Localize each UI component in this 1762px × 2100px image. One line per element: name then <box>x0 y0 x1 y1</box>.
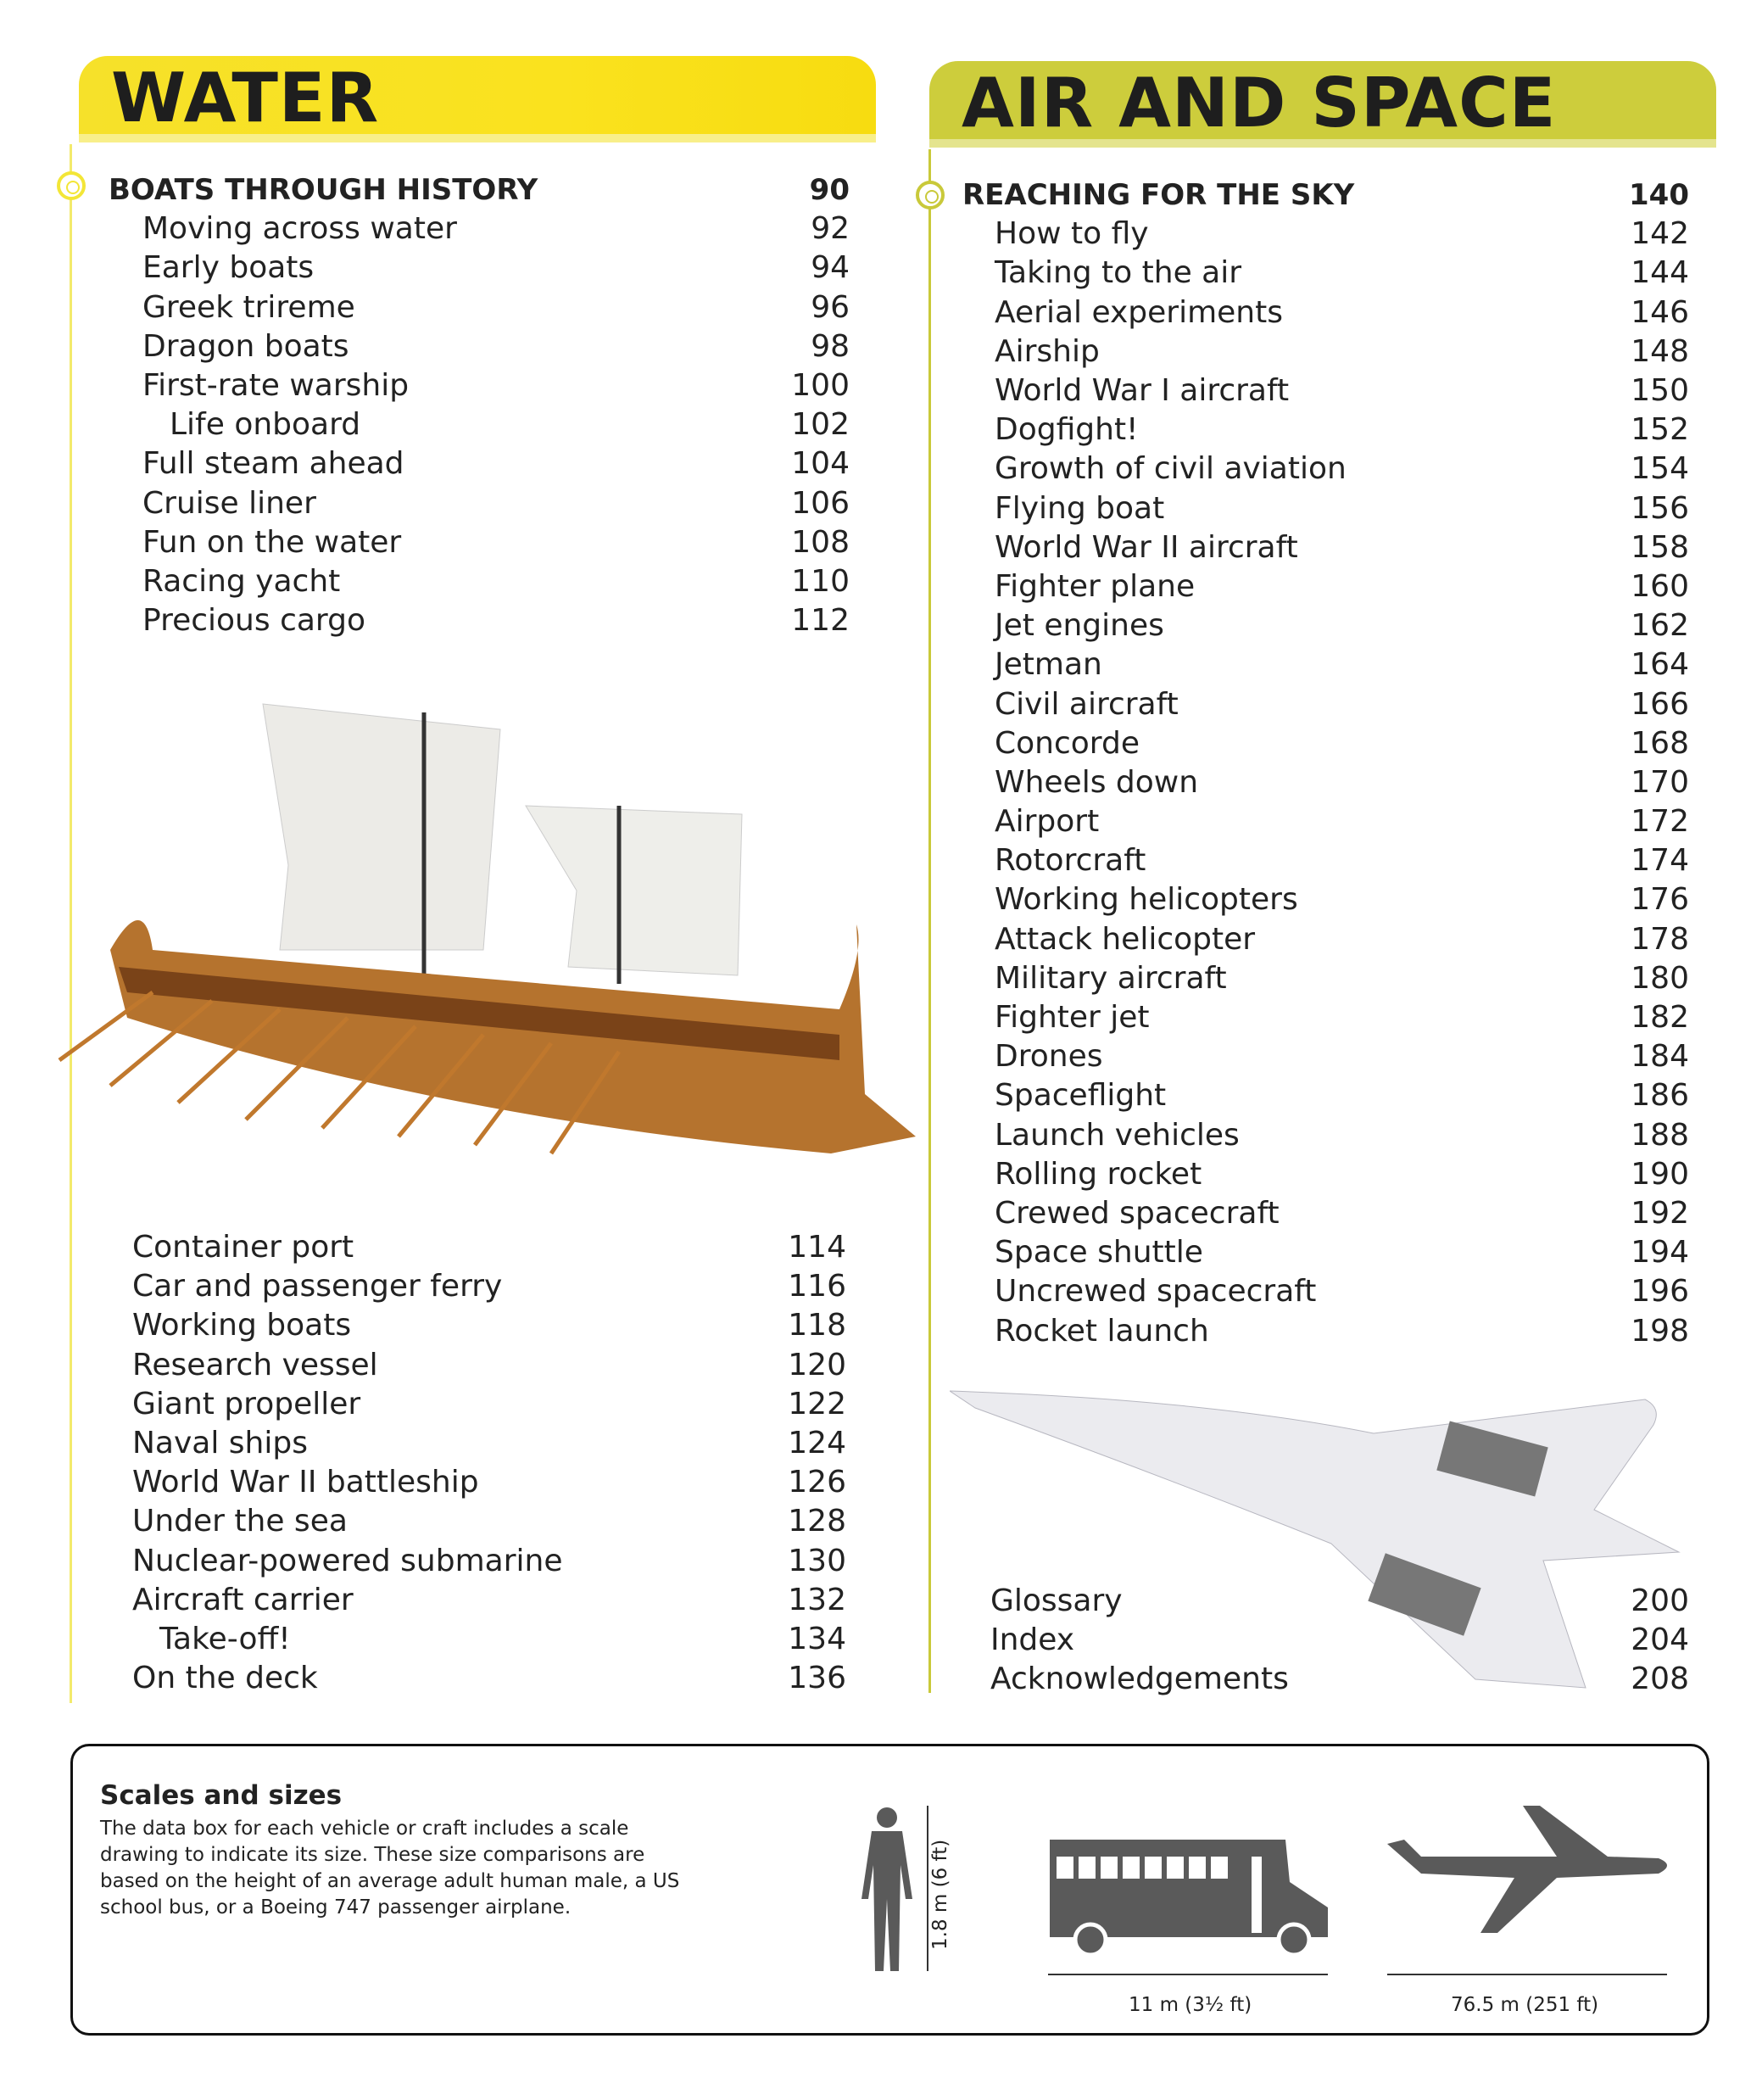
toc-entry[interactable] <box>132 1228 846 1267</box>
entry-label: Crewed spacecraft <box>995 1195 1280 1231</box>
toc-entry[interactable] <box>132 1346 846 1385</box>
page-number: 114 <box>788 1230 846 1265</box>
toc-entry[interactable] <box>132 1542 846 1581</box>
entry-label: World War II battleship <box>132 1465 479 1500</box>
toc-entry[interactable] <box>995 841 1689 880</box>
entry-label: Giant propeller <box>132 1386 361 1421</box>
entry-label: Moving across water <box>142 211 457 247</box>
entry-label: Jet engines <box>995 608 1164 644</box>
box-text: The data box for each vehicle or craft includes a scale drawing to indicate its size. These size comparisons are based on the height of an average adult human male, a US school bus, or a Boeing 747 passenger airplane. <box>100 1818 680 1918</box>
entry-label: Working boats <box>132 1308 352 1343</box>
toc-entry[interactable] <box>132 1424 846 1463</box>
page-number: 92 <box>811 211 850 247</box>
page-number: 124 <box>788 1426 846 1461</box>
toc-entry[interactable] <box>995 684 1689 723</box>
toc-entry[interactable] <box>142 327 850 366</box>
toc-entry[interactable] <box>142 366 850 405</box>
page-number: 112 <box>791 603 850 639</box>
entry-label: Glossary <box>990 1583 1123 1619</box>
toc-entry[interactable] <box>132 1306 846 1345</box>
section-label: REACHING FOR THE SKY <box>962 178 1355 213</box>
toc-entry[interactable] <box>142 209 850 249</box>
toc-entry[interactable] <box>995 959 1689 998</box>
page-number: 172 <box>1631 804 1689 840</box>
entry-label: Life onboard <box>170 407 361 443</box>
page-number: 102 <box>791 407 850 443</box>
toc-entry[interactable] <box>995 567 1689 606</box>
page-number: 132 <box>788 1582 846 1617</box>
entry-label: Wheels down <box>995 764 1199 800</box>
page-number: 104 <box>791 446 850 482</box>
toc-entry[interactable] <box>995 371 1689 411</box>
page-number: 118 <box>788 1308 846 1343</box>
toc-entry[interactable] <box>995 332 1689 371</box>
toc-entry[interactable] <box>995 763 1689 802</box>
toc-entry[interactable] <box>132 1502 846 1541</box>
toc-entry[interactable] <box>132 1385 846 1424</box>
page-number: 96 <box>811 289 850 325</box>
page-number: 116 <box>788 1269 846 1304</box>
entry-label: Civil aircraft <box>995 686 1179 722</box>
page-number: 164 <box>1631 647 1689 683</box>
toc-entry[interactable] <box>990 1660 1689 1699</box>
section-marker-icon <box>57 171 86 200</box>
toc-entry[interactable] <box>995 880 1689 919</box>
toc-entry[interactable] <box>142 601 850 640</box>
entry-label: Greek trireme <box>142 289 355 325</box>
toc-entry[interactable] <box>142 523 850 562</box>
entry-label: Nuclear-powered submarine <box>132 1543 563 1578</box>
entry-label: Full steam ahead <box>142 446 404 482</box>
entry-label: Racing yacht <box>142 563 341 599</box>
box-title: Scales and sizes <box>100 1780 343 1811</box>
entry-label: Early boats <box>142 250 315 286</box>
entry-label: Rotorcraft <box>995 843 1146 879</box>
toc-entry[interactable] <box>142 562 850 601</box>
entry-label: Rolling rocket <box>995 1156 1202 1192</box>
page-number: 146 <box>1631 294 1689 330</box>
bus-scale-line <box>1048 1974 1328 1975</box>
toc-entry[interactable] <box>990 1582 1689 1621</box>
entry-label: Acknowledgements <box>990 1662 1289 1697</box>
bus-length-label: 11 m (3½ ft) <box>1129 1994 1252 2016</box>
entry-label: Take-off! <box>159 1621 291 1656</box>
entry-label: How to fly <box>995 216 1149 252</box>
page-number: 168 <box>1631 725 1689 761</box>
page-number: 182 <box>1631 1000 1689 1036</box>
toc-entry[interactable] <box>132 1581 846 1620</box>
entry-label: Military aircraft <box>995 960 1227 996</box>
page-number: 178 <box>1631 921 1689 957</box>
boeing-747-icon <box>1387 1806 1676 1950</box>
toc-entry[interactable] <box>995 1116 1689 1155</box>
toc-entry[interactable] <box>142 405 850 444</box>
entry-label: Uncrewed spacecraft <box>995 1274 1317 1310</box>
entry-label: Research vessel <box>132 1347 378 1382</box>
page-number: 154 <box>1631 451 1689 487</box>
air-space-header: AIR AND SPACE <box>929 61 1716 148</box>
entry-label: Flying boat <box>995 490 1165 526</box>
page-number: 122 <box>788 1386 846 1421</box>
entry-label: Dragon boats <box>142 328 349 364</box>
entry-label: Taking to the air <box>995 255 1242 291</box>
entry-label: Dogfight! <box>995 412 1139 448</box>
toc-entry[interactable] <box>995 998 1689 1037</box>
page-number: 142 <box>1631 216 1689 252</box>
page-number: 108 <box>791 524 850 560</box>
entry-label: Airport <box>995 804 1100 840</box>
water-contents-continued <box>132 1228 846 1698</box>
toc-section[interactable] <box>109 170 850 209</box>
toc-entry[interactable] <box>995 606 1689 645</box>
page-number: 100 <box>791 368 850 404</box>
toc-entry[interactable] <box>132 1620 846 1659</box>
entry-label: World War II aircraft <box>995 529 1298 565</box>
toc-entry[interactable] <box>995 254 1689 293</box>
page-number: 98 <box>811 328 850 364</box>
entry-label: Aircraft carrier <box>132 1582 354 1617</box>
entry-label: Under the sea <box>132 1504 348 1539</box>
page-number: 148 <box>1631 333 1689 369</box>
page-number: 200 <box>1631 1583 1689 1619</box>
toc-entry[interactable] <box>995 1037 1689 1076</box>
toc-entry[interactable] <box>132 1463 846 1502</box>
page-number: 186 <box>1631 1078 1689 1114</box>
toc-entry[interactable] <box>142 484 850 523</box>
section-marker-icon <box>916 181 945 209</box>
entry-label: First-rate warship <box>142 368 410 404</box>
toc-entry[interactable] <box>995 1076 1689 1115</box>
toc-entry[interactable] <box>995 1155 1689 1194</box>
toc-entry[interactable] <box>995 1311 1689 1350</box>
entry-label: Fun on the water <box>142 524 402 560</box>
toc-entry[interactable] <box>995 450 1689 489</box>
page-number: 134 <box>788 1621 846 1656</box>
entry-label: Container port <box>132 1230 354 1265</box>
entry-label: On the deck <box>132 1661 318 1696</box>
page-number: 204 <box>1631 1622 1689 1658</box>
toc-entry[interactable] <box>995 802 1689 841</box>
toc-entry[interactable] <box>142 288 850 327</box>
toc-entry[interactable] <box>142 249 850 288</box>
human-height-label: 1.8 m (6 ft) <box>929 1839 951 1950</box>
entry-label: Drones <box>995 1039 1103 1075</box>
page-number: 190 <box>1631 1156 1689 1192</box>
page-number: 198 <box>1631 1313 1689 1349</box>
toc-entry[interactable] <box>142 444 850 483</box>
entry-label: Spaceflight <box>995 1078 1167 1114</box>
toc-entry[interactable] <box>995 920 1689 959</box>
page-number: 162 <box>1631 608 1689 644</box>
entry-label: World War I aircraft <box>995 373 1290 409</box>
page-number: 208 <box>1631 1662 1689 1697</box>
page-number: 150 <box>1631 373 1689 409</box>
toc-entry[interactable] <box>995 1194 1689 1233</box>
toc-entry[interactable] <box>995 411 1689 450</box>
page-number: 140 <box>1629 178 1689 213</box>
toc-entry[interactable] <box>995 528 1689 567</box>
section-label: BOATS THROUGH HISTORY <box>109 173 538 208</box>
toc-entry[interactable] <box>995 293 1689 332</box>
water-header: WATER <box>79 56 876 142</box>
toc-entry[interactable] <box>995 724 1689 763</box>
page-number: 192 <box>1631 1195 1689 1231</box>
page-number: 156 <box>1631 490 1689 526</box>
air-contents <box>962 176 1689 1351</box>
page-number: 120 <box>788 1347 846 1382</box>
page-number: 160 <box>1631 568 1689 604</box>
entry-label: Aerial experiments <box>995 294 1283 330</box>
page-number: 188 <box>1631 1117 1689 1153</box>
toc-entry[interactable] <box>132 1659 846 1698</box>
entry-label: Precious cargo <box>142 603 365 639</box>
page-number: 196 <box>1631 1274 1689 1310</box>
toc-entry[interactable] <box>132 1267 846 1306</box>
water-contents <box>109 170 850 640</box>
entry-label: Space shuttle <box>995 1235 1203 1271</box>
page-number: 166 <box>1631 686 1689 722</box>
toc-section[interactable] <box>962 176 1689 215</box>
entry-label: Airship <box>995 333 1100 369</box>
entry-label: Rocket launch <box>995 1313 1209 1349</box>
page-number: 130 <box>788 1543 846 1578</box>
toc-entry[interactable] <box>995 215 1689 254</box>
page-number: 110 <box>791 563 850 599</box>
entry-label: Fighter jet <box>995 1000 1150 1036</box>
back-matter <box>990 1582 1689 1700</box>
entry-label: Growth of civil aviation <box>995 451 1347 487</box>
entry-label: Naval ships <box>132 1426 308 1461</box>
page-number: 144 <box>1631 255 1689 291</box>
page-number: 126 <box>788 1465 846 1500</box>
air-timeline <box>928 149 931 1693</box>
toc-entry[interactable] <box>995 489 1689 528</box>
entry-label: Cruise liner <box>142 485 316 521</box>
page-number: 152 <box>1631 412 1689 448</box>
entry-label: Launch vehicles <box>995 1117 1240 1153</box>
page-number: 184 <box>1631 1039 1689 1075</box>
page-number: 158 <box>1631 529 1689 565</box>
entry-label: Fighter plane <box>995 568 1196 604</box>
page-number: 176 <box>1631 882 1689 918</box>
page-number: 174 <box>1631 843 1689 879</box>
page-number: 128 <box>788 1504 846 1539</box>
page-number: 194 <box>1631 1235 1689 1271</box>
page-number: 170 <box>1631 764 1689 800</box>
toc-entry[interactable] <box>995 645 1689 684</box>
page-number: 94 <box>811 250 850 286</box>
page-number: 136 <box>788 1661 846 1696</box>
scales-and-sizes-box <box>70 1744 1709 2036</box>
toc-entry[interactable] <box>995 1233 1689 1272</box>
toc-entry[interactable] <box>990 1621 1689 1660</box>
toc-entry[interactable] <box>995 1272 1689 1311</box>
entry-label: Working helicopters <box>995 882 1298 918</box>
page-number: 180 <box>1631 960 1689 996</box>
plane-scale-line <box>1387 1974 1667 1975</box>
school-bus-icon <box>1048 1831 1336 1967</box>
greek-trireme-image <box>25 695 924 1187</box>
page-number: 90 <box>809 173 850 208</box>
entry-label: Car and passenger ferry <box>132 1269 503 1304</box>
page-number: 106 <box>791 485 850 521</box>
entry-label: Jetman <box>995 647 1102 683</box>
entry-label: Index <box>990 1622 1075 1658</box>
entry-label: Concorde <box>995 725 1140 761</box>
entry-label: Attack helicopter <box>995 921 1256 957</box>
plane-length-label: 76.5 m (251 ft) <box>1451 1994 1599 2016</box>
